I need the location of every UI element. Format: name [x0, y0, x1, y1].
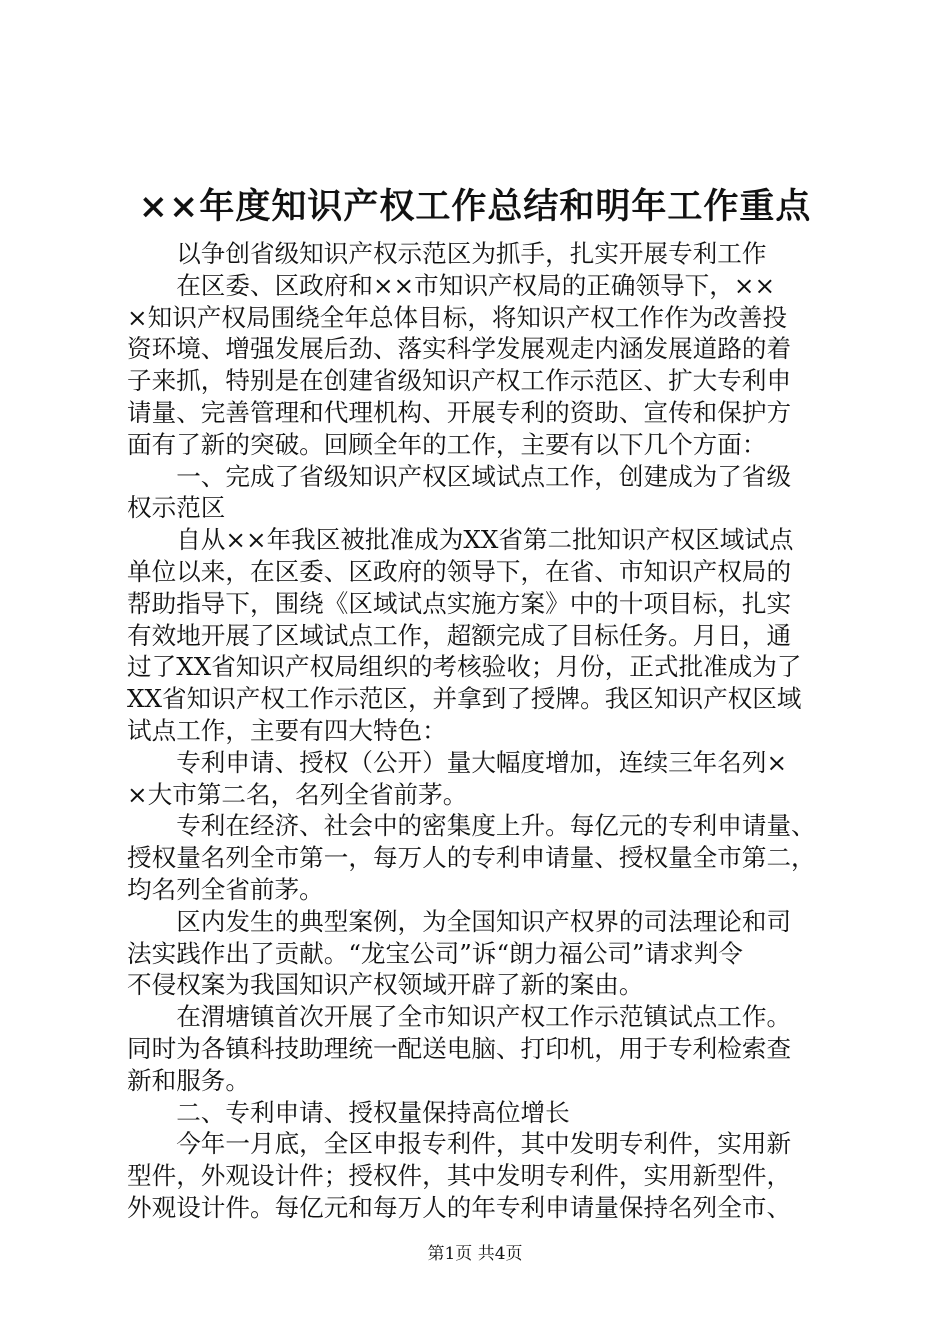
body-line: 均名列全省前茅。: [127, 874, 324, 904]
body-line: 权示范区: [127, 493, 226, 523]
body-line: 单位以来，在区委、区政府的领导下，在省、市知识产权局的: [127, 556, 792, 586]
body-line: 授权量名列全市第一，每万人的专利申请量、授权量全市第二，: [127, 843, 816, 873]
page-footer: 第1页 共4页: [427, 1244, 523, 1264]
body-line: 试点工作，主要有四大特色：: [127, 715, 447, 745]
body-line: 法实践作出了贡献。“龙宝公司”诉“朗力福公司”请求判令: [127, 938, 743, 968]
body-line: 过了XX省知识产权局组织的考核验收；月份，正式批准成为了: [127, 652, 802, 682]
document-title: ××年度知识产权工作总结和明年工作重点: [138, 186, 812, 227]
body-line: 帮助指导下，围绕《区域试点实施方案》中的十项目标，扎实: [127, 588, 792, 618]
document-body: [127, 238, 833, 1224]
body-line: 一、完成了省级知识产权区域试点工作，创建成为了省级: [127, 461, 792, 491]
body-line: XX省知识产权工作示范区，并拿到了授牌。我区知识产权区域: [127, 684, 802, 714]
body-line: 请量、完善管理和代理机构、开展专利的资助、宣传和保护方: [127, 397, 792, 427]
body-line: 专利在经济、社会中的密集度上升。每亿元的专利申请量、: [127, 811, 816, 841]
body-line: 新和服务。: [127, 1065, 250, 1095]
body-line: ×知识产权局围绕全年总体目标，将知识产权工作作为改善投: [127, 302, 788, 332]
body-line: 不侵权案为我国知识产权领域开辟了新的案由。: [127, 970, 644, 1000]
body-line: 以争创省级知识产权示范区为抓手，扎实开展专利工作: [127, 239, 767, 268]
body-line: 区内发生的典型案例，为全国知识产权界的司法理论和司: [127, 906, 792, 936]
body-line: 在渭塘镇首次开展了全市知识产权工作示范镇试点工作。: [127, 1002, 792, 1032]
body-line: 资环境、增强发展后劲、落实科学发展观走内涵发展道路的着: [127, 334, 792, 364]
body-line: 二、专利申请、授权量保持高位增长: [127, 1097, 570, 1127]
body-line: 自从××年我区被批准成为XX省第二批知识产权区域试点: [127, 525, 794, 555]
body-line: 今年一月底，全区申报专利件，其中发明专利件，实用新: [127, 1129, 792, 1159]
body-line: ×大市第二名，名列全省前茅。: [127, 779, 468, 809]
body-line: 专利申请、授权（公开）量大幅度增加，连续三年名列×: [127, 747, 788, 777]
body-line: 外观设计件。每亿元和每万人的年专利申请量保持名列全市、: [127, 1192, 792, 1222]
body-line: 面有了新的突破。回顾全年的工作，主要有以下几个方面：: [127, 429, 767, 459]
body-line: 有效地开展了区域试点工作，超额完成了目标任务。月日，通: [127, 620, 792, 650]
body-line: 型件，外观设计件；授权件，其中发明专利件，实用新型件，: [127, 1161, 792, 1191]
body-line: 子来抓，特别是在创建省级知识产权工作示范区、扩大专利申: [127, 366, 792, 396]
body-line: 同时为各镇科技助理统一配送电脑、打印机，用于专利检索查: [127, 1033, 792, 1063]
body-line: 在区委、区政府和××市知识产权局的正确领导下，××: [127, 270, 776, 300]
